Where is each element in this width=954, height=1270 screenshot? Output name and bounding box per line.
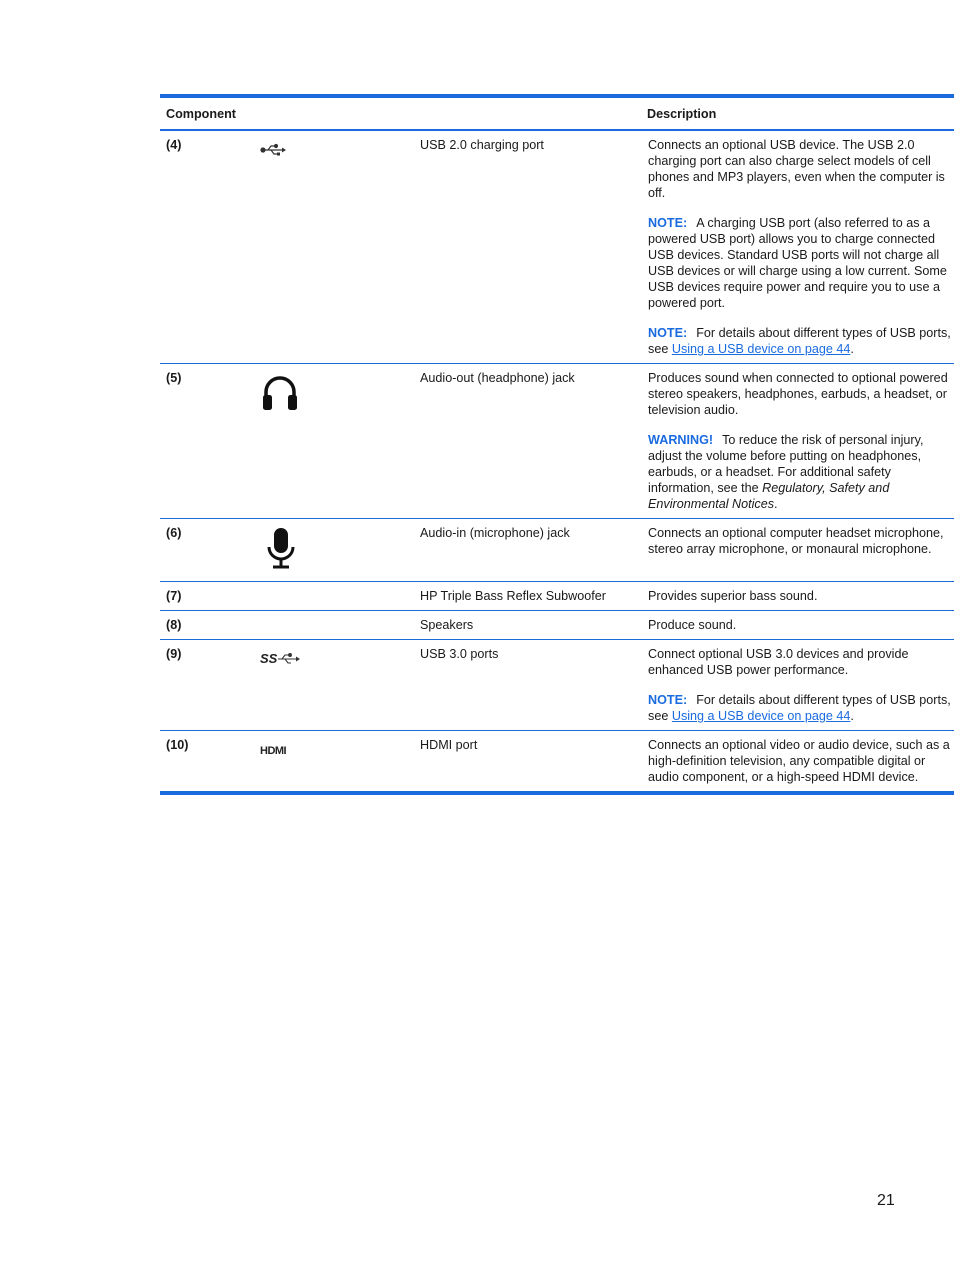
component-name: HDMI port [420, 738, 478, 752]
microphone-icon [266, 527, 296, 575]
note-text: For details about different types of USB ports, see [648, 693, 951, 723]
note-text: For details about different types of USB ports, see [648, 326, 951, 356]
component-name: Speakers [420, 618, 474, 632]
component-number: (9) [166, 647, 182, 661]
punctuation: . [850, 342, 854, 356]
table-row [160, 582, 954, 611]
component-number: (7) [166, 589, 182, 603]
table-row [160, 640, 954, 731]
table-row [160, 364, 954, 519]
hdmi-icon: HDMI [260, 745, 287, 757]
table-header-row [160, 96, 954, 130]
component-icon-cell [234, 519, 414, 582]
description-paragraph: Connects an optional video or audio device, such as a high-definition television, any compatible digital or audio component, or a high-speed HDMI device. [648, 738, 950, 784]
component-description [641, 582, 954, 611]
description-paragraph: Connect optional USB 3.0 devices and provide enhanced USB power performance. [648, 647, 909, 677]
header-component: Component [166, 107, 236, 121]
component-number: (10) [166, 738, 189, 752]
usb3-icon [260, 650, 300, 670]
usb-icon [260, 143, 286, 161]
component-icon-cell [234, 731, 414, 794]
punctuation: . [850, 709, 854, 723]
description-paragraph [648, 215, 951, 311]
description-paragraph [648, 692, 951, 724]
table-row [160, 519, 954, 582]
component-description [641, 364, 954, 519]
page-number: 21 [877, 1192, 895, 1209]
description-paragraph [648, 325, 951, 357]
component-icon-cell [234, 611, 414, 640]
component-icon-cell [234, 582, 414, 611]
note-label: NOTE: [648, 326, 688, 340]
notices-title: Regulatory, Safety and Environmental Notices [648, 481, 890, 511]
warning-label: WARNING! [648, 433, 714, 447]
table-body [160, 130, 954, 793]
component-name: USB 3.0 ports [420, 647, 499, 661]
component-table [160, 94, 954, 795]
description-paragraph: Connects an optional computer headset microphone, stereo array microphone, or monaural microphone. [648, 526, 944, 556]
component-number: (8) [166, 618, 182, 632]
usb-device-link[interactable]: Using a USB device on page 44 [671, 709, 851, 723]
component-number: (5) [166, 371, 182, 385]
description-paragraph [648, 432, 951, 512]
description-paragraph: Connects an optional USB device. The USB 2.0 charging port can also charge select models of cell phones and MP3 players, even when the computer is off. [648, 138, 945, 200]
table-row [160, 611, 954, 640]
component-icon-cell [234, 364, 414, 519]
table-row [160, 731, 954, 794]
note-label: NOTE: [648, 693, 688, 707]
component-description [641, 611, 954, 640]
component-name: HP Triple Bass Reflex Subwoofer [420, 589, 606, 603]
component-description [641, 731, 954, 794]
note-text: A charging USB port (also referred to as a powered USB port) allows you to charge connected USB devices. Standard USB ports will not charge all USB devices or will charge using a low current. Some USB devices require power and require you to use a powered port. [648, 216, 947, 310]
component-description [641, 519, 954, 582]
component-icon-cell [234, 640, 414, 731]
svg-text:SS: SS [260, 651, 278, 666]
component-number: (6) [166, 526, 182, 540]
component-description [641, 640, 954, 731]
component-number: (4) [166, 138, 182, 152]
description-paragraph: Produce sound. [648, 618, 737, 632]
component-description [641, 130, 954, 364]
table-row [160, 130, 954, 364]
component-name: Audio-out (headphone) jack [420, 371, 575, 385]
component-name: Audio-in (microphone) jack [420, 526, 570, 540]
header-description: Description [647, 107, 717, 121]
description-paragraph: Provides superior bass sound. [648, 589, 818, 603]
usb-device-link[interactable]: Using a USB device on page 44 [671, 342, 851, 356]
note-text: To reduce the risk of personal injury, adjust the volume before putting on headphones, earbuds, or a headset. For additional safety information, see the [648, 433, 924, 495]
note-label: NOTE: [648, 216, 688, 230]
punctuation: . [774, 497, 778, 511]
component-name: USB 2.0 charging port [420, 138, 544, 152]
component-icon-cell [234, 130, 414, 364]
description-paragraph: Produces sound when connected to optional powered stereo speakers, headphones, earbuds, a headset, or television audio. [648, 371, 948, 417]
headphone-icon [260, 372, 300, 416]
component-table-container [160, 94, 951, 795]
